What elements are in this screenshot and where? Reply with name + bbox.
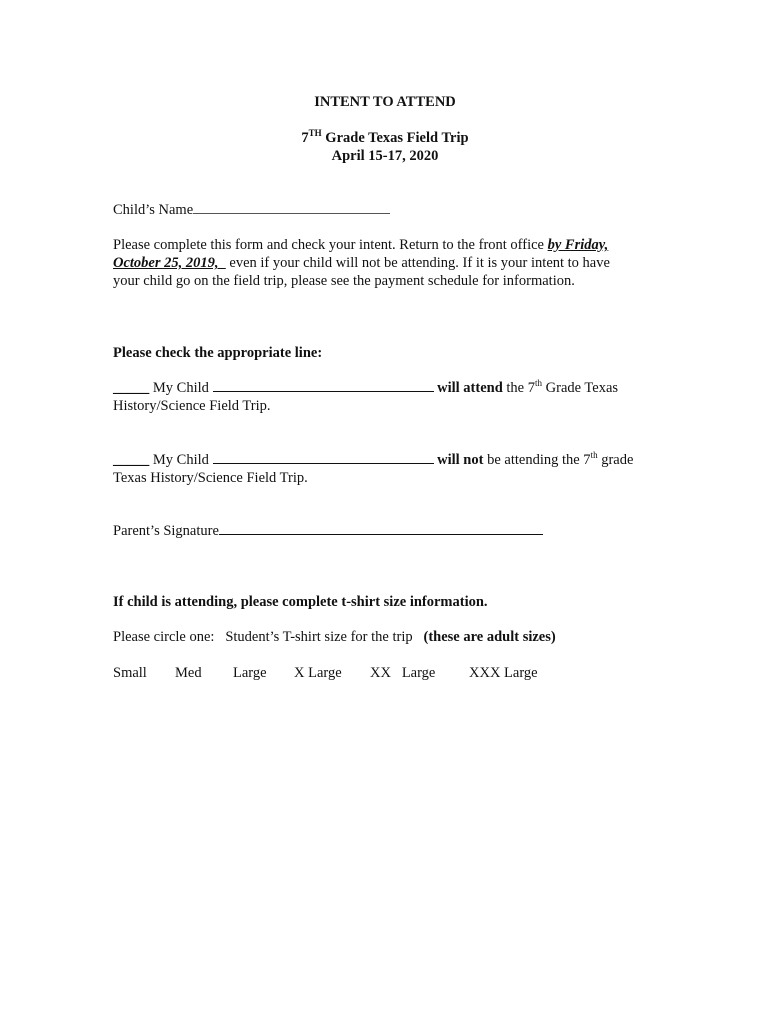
attend-sup: th [535, 378, 543, 388]
not-attend-label: My Child [149, 452, 213, 468]
subtitle-prefix: 7 [301, 130, 309, 146]
child-name-label: Child’s Name [113, 202, 194, 218]
deadline-day: by Friday, [547, 237, 609, 253]
signature-row [113, 522, 543, 540]
tshirt-size-options [113, 665, 593, 685]
signature-label: Parent’s Signature [113, 523, 219, 539]
tshirt-instruction-text: Please circle one: Student’s T-shirt size for the trip [113, 629, 424, 645]
option-attend [113, 379, 658, 415]
attend-name-field[interactable] [213, 379, 434, 392]
size-large[interactable]: Large [233, 665, 267, 681]
instructions-line3: your child go on the field trip, please see the payment schedule for information. [113, 273, 575, 289]
instructions-part2: even if your child will not be attending. If it is your intent to have [225, 255, 610, 271]
form-subtitle [0, 130, 770, 147]
deadline-date: October 25, 2019, [113, 255, 226, 271]
attend-line2: History/Science Field Trip. [113, 398, 271, 414]
attend-bold: will attend [437, 380, 503, 396]
size-xx-large[interactable]: XX Large [370, 665, 436, 681]
not-attend-sup: th [590, 450, 598, 460]
check-heading: Please check the appropriate line: [113, 345, 323, 361]
tshirt-instruction [113, 629, 556, 646]
attend-rest-a: the 7 [502, 380, 535, 396]
instructions-paragraph [113, 236, 658, 290]
child-name-field[interactable] [193, 201, 390, 214]
instructions-part1: Please complete this form and check your intent. Return to the front office [113, 237, 548, 253]
not-attend-check-line[interactable]: _____ [113, 452, 150, 468]
not-attend-rest-b: grade [597, 452, 634, 468]
size-x-large[interactable]: X Large [294, 665, 342, 681]
form-title: INTENT TO ATTEND [314, 94, 456, 110]
size-med[interactable]: Med [175, 665, 202, 681]
subtitle-superscript: TH [308, 128, 322, 138]
option-not-attend [113, 451, 658, 487]
child-name-row [113, 201, 390, 219]
not-attend-name-field[interactable] [213, 451, 434, 464]
subtitle-rest: Grade Texas Field Trip [321, 130, 469, 146]
not-attend-line2: Texas History/Science Field Trip. [113, 470, 308, 486]
not-attend-rest-a: be attending the 7 [483, 452, 591, 468]
trip-dates: April 15-17, 2020 [331, 148, 439, 164]
tshirt-heading: If child is attending, please complete t-shirt size information. [113, 594, 488, 610]
size-xxx-large[interactable]: XXX Large [469, 665, 538, 681]
attend-label: My Child [149, 380, 213, 396]
size-small[interactable]: Small [113, 665, 147, 681]
attend-check-line[interactable]: _____ [113, 380, 150, 396]
tshirt-instruction-bold: (these are adult sizes) [423, 629, 556, 645]
attend-rest-b: Grade Texas [542, 380, 619, 396]
not-attend-bold: will not [437, 452, 484, 468]
signature-field[interactable] [219, 522, 543, 535]
